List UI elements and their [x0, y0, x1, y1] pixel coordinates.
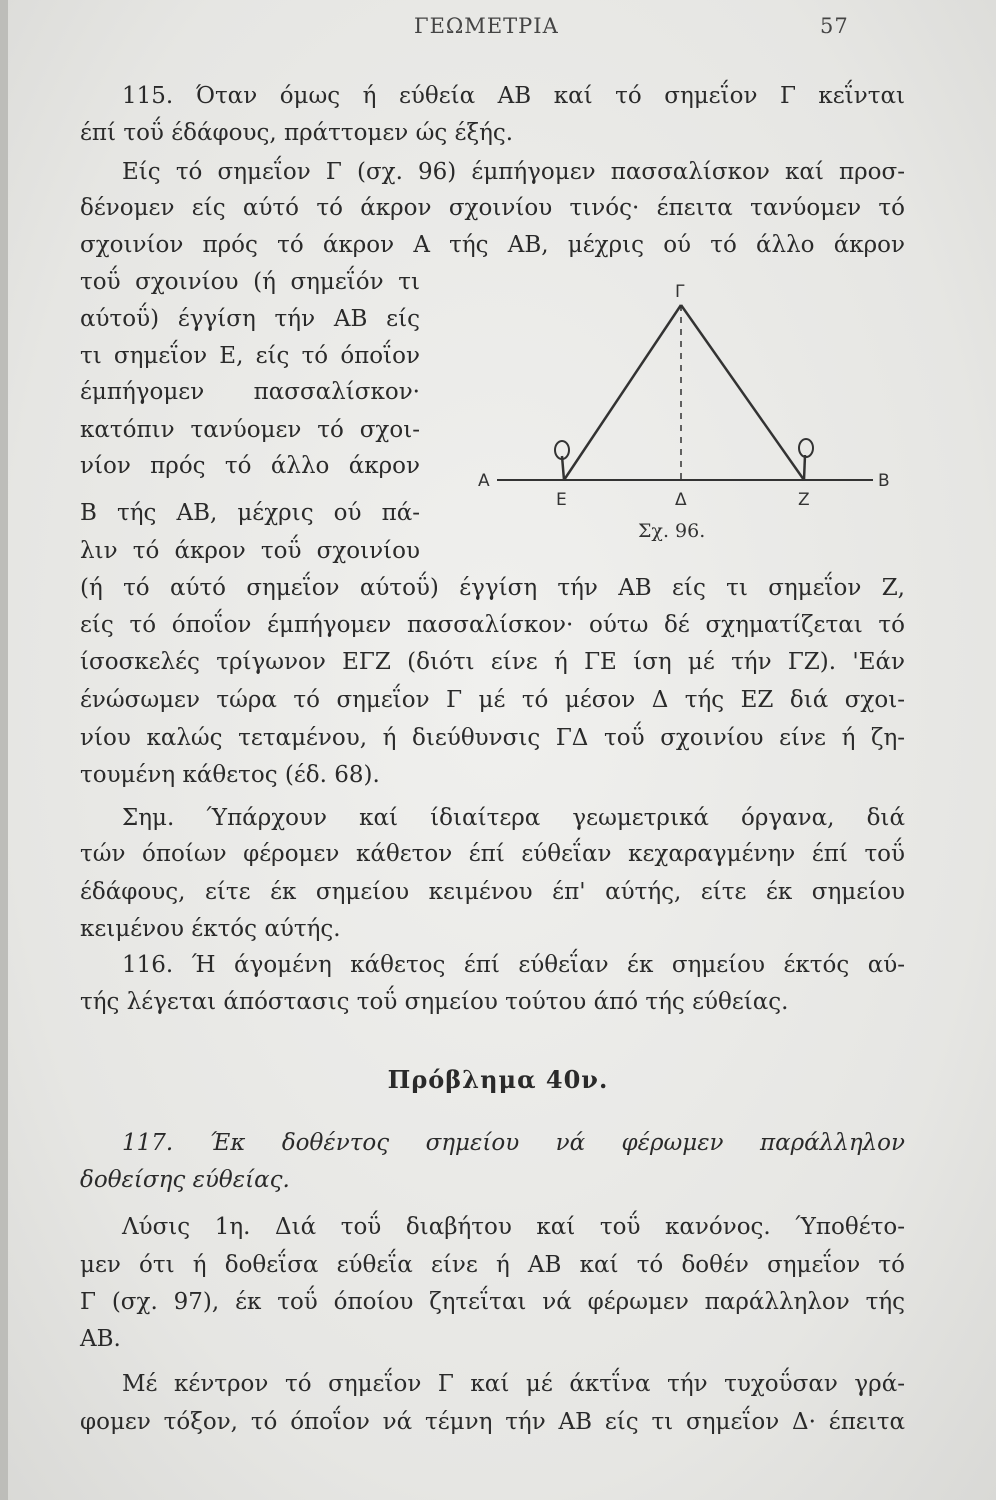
text-line: ίσοσκελές τρίγωνον ΕΓΖ (διότι είνε ή ΓΕ ίση μέ τήν ΓΖ). 'Εάν [80, 649, 905, 675]
label-g: Γ [675, 282, 685, 302]
solution-line: Λύσις 1η. Διά τοΰ διαβήτου καί τοΰ κανόνος. Ύποθέτο- [122, 1214, 905, 1240]
remark-line: Σημ. Ύπάρχουν καί ίδιαίτερα γεωμετρικά όργανα, διά [122, 805, 905, 831]
text-line: τής λέγεται άπόστασις τοΰ σημείου τούτου άπό τής εύθείας. [80, 989, 789, 1015]
section-heading: Πρόβλημα 40ν. [387, 1065, 609, 1094]
text-line: φομεν τόξον, τό όποΐον νά τέμνη τήν ΑΒ είς τι σημεΐον Δ· έπειτα [80, 1409, 905, 1435]
text-line: τι σημεΐον Ε, είς τό όποΐον [80, 343, 420, 369]
text-line: λιν τό άκρον τοΰ σχοινίου [80, 538, 420, 564]
rope-gz [681, 305, 804, 480]
text-line: Γ (σχ. 97), έκ τοΰ όποίου ζητεΐται νά φέρωμεν παράλληλον τής [80, 1289, 905, 1315]
text-line: έπί τοΰ έδάφους, πράττομεν ώς έξής. [80, 120, 514, 146]
label-e: Ε [556, 490, 567, 510]
label-z: Ζ [798, 490, 810, 510]
text-line: αύτοΰ) έγγίση τήν ΑΒ είς [80, 306, 420, 332]
text-line: τουμένη κάθετος (έδ. 68). [80, 762, 380, 788]
label-a: Α [478, 471, 490, 491]
label-d: Δ [675, 490, 687, 510]
text-line: 115. Όταν όμως ή εύθεία ΑΒ καί τό σημεΐον Γ κεΐνται [122, 83, 905, 109]
page-number: 57 [820, 14, 849, 38]
figure-caption: Σχ. 96. [638, 520, 706, 542]
text-line: τών όποίων φέρομεν κάθετον έπί εύθεΐαν κεχαραγμένην έπί τοΰ [80, 841, 905, 867]
text-line: σχοινίον πρός τό άκρον Α τής ΑΒ, μέχρις ού τό άλλο άκρον [80, 232, 905, 258]
text-line: νίου καλώς τεταμένου, ή διεύθυνσις ΓΔ τοΰ σχοινίου είνε ή ζη- [80, 725, 905, 751]
running-header-title: ΓΕΩΜΕΤΡΙΑ [414, 14, 559, 38]
text-line: κειμένου έκτός αύτής. [80, 916, 341, 942]
text-line: ένώσωμεν τώρα τό σημεΐον Γ μέ τό μέσον Δ τής ΕΖ διά σχοι- [80, 687, 905, 713]
rope-ge [564, 305, 681, 480]
problem-statement: δοθείσης εύθείας. [80, 1167, 290, 1193]
text-line: Είς τό σημεΐον Γ (σχ. 96) έμπήγομεν πασσαλίσκον καί προσ- [122, 159, 905, 185]
text-line: Μέ κέντρον τό σημεΐον Γ καί μέ άκτΐνα τήν τυχοΰσαν γρά- [122, 1371, 905, 1397]
text-line: τοΰ σχοινίου (ή σημεΐόν τι [80, 269, 420, 295]
text-line: κατόπιν τανύομεν τό σχοι- [80, 417, 420, 443]
text-line: (ή τό αύτό σημεΐον αύτοΰ) έγγίση τήν ΑΒ είς τι σημεΐον Ζ, [80, 575, 905, 601]
text-line: 116. Ή άγομένη κάθετος έπί εύθεΐαν έκ σημείου έκτός αύ- [122, 952, 905, 978]
text-line: ΑΒ. [80, 1326, 121, 1352]
problem-statement: 117. Έκ δοθέντος σημείου νά φέρωμεν παράλληλον [122, 1130, 905, 1156]
text-line: Β τής ΑΒ, μέχρις ού πά- [80, 500, 420, 526]
text-line: έδάφους, είτε έκ σημείου κειμένου έπ' αύτής, είτε έκ σημείου [80, 879, 905, 905]
text-line: δένομεν είς αύτό τό άκρον σχοινίου τινός· έπειτα τανύομεν τό [80, 195, 905, 221]
text-line: μεν ότι ή δοθεΐσα εύθεΐα είνε ή ΑΒ καί τό δοθέν σημεΐον τό [80, 1252, 905, 1278]
text-line: έμπήγομεν πασσαλίσκον· [80, 379, 420, 405]
label-b: Β [878, 471, 890, 491]
text-line: νίον πρός τό άλλο άκρον [80, 453, 420, 479]
text-line: είς τό όποΐον έμπήγομεν πασσαλίσκον· ούτω δέ σχηματίζεται τό [80, 612, 905, 638]
